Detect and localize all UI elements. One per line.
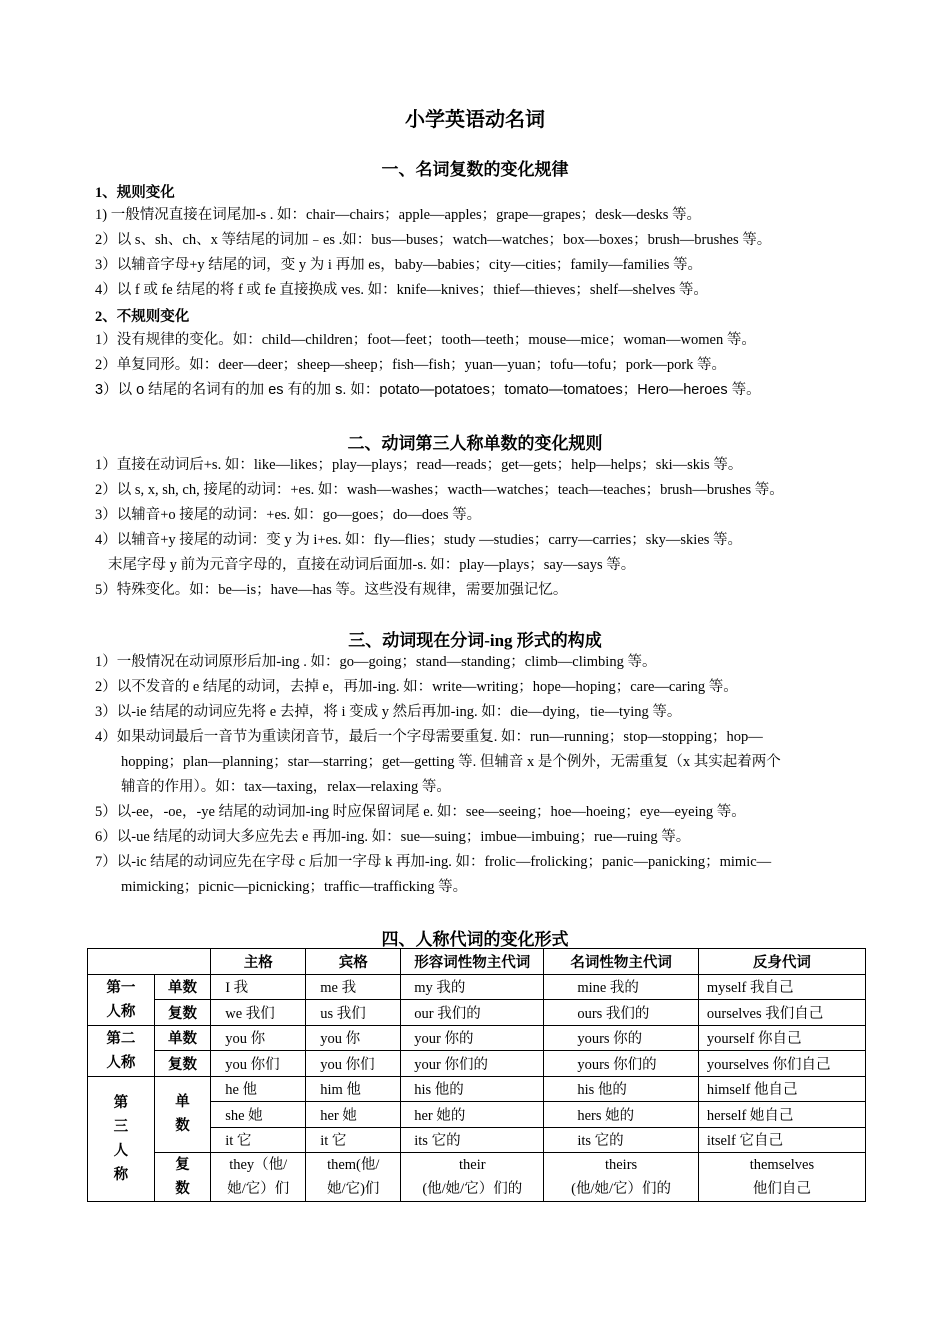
table-cell: yours 你们的 [544, 1051, 699, 1077]
table-cell: itself 它自己 [698, 1127, 865, 1153]
table-header-row [88, 949, 866, 975]
rule-line-continued: 辅音的作用）。如：tax—taxing，relax—relaxing 等。 [121, 779, 451, 795]
table-cell: her 她 [306, 1102, 401, 1128]
table-row [88, 1076, 866, 1102]
table-cell: your 你的 [401, 1025, 544, 1051]
table-cell: himself 他自己 [698, 1076, 865, 1102]
plural-label: 复数 [154, 1000, 210, 1026]
table-cell: mine 我的 [544, 974, 699, 1000]
second-person-label: 第二人称 [88, 1025, 155, 1076]
rule-line: 1）直接在动词后+s. 如：like—likes；play—plays；read—reads；get—gets；help—helps；ski—skis 等。 [95, 457, 743, 473]
header-noun-possessive: 名词性物主代词 [544, 949, 699, 975]
section-4-heading: 四、人称代词的变化形式 [381, 930, 569, 949]
table-cell: their (他/她/它）们的 [401, 1153, 544, 1202]
rule-line: 1) 一般情况直接在词尾加-s . 如：chair—chairs；apple—apples；grape—grapes；desk—desks 等。 [95, 207, 702, 223]
rule-line: 2）以 s、sh、ch、x 等结尾的词加﹣es .如：bus—buses；watch—watches；box—boxes；brush—brushes 等。 [95, 232, 772, 248]
table-row [88, 974, 866, 1000]
header-nominative: 主格 [211, 949, 306, 975]
rule-line: 1）一般情况在动词原形后加-ing . 如：go—going；stand—standing；climb—climbing 等。 [95, 654, 657, 670]
table-cell: your 你们的 [401, 1051, 544, 1077]
rule-line: 3）以 o 结尾的名词有的加 es 有的加 s. 如：potato—potatoes；tomato—tomatoes；Hero—heroes 等。 [95, 382, 761, 398]
table-row [88, 1153, 866, 1202]
table-row [88, 1025, 866, 1051]
section-2-heading: 二、动词第三人称单数的变化规则 [347, 434, 603, 453]
pronoun-table [87, 948, 866, 1202]
rule-line: 2）以不发音的 e 结尾的动词，去掉 e，再加-ing. 如：write—writing；hope—hoping；care—caring 等。 [95, 679, 738, 695]
rule-line: 3）以-ie 结尾的动词应先将 e 去掉，将 i 变成 y 然后再加-ing. 如：die—dying，tie—tying 等。 [95, 704, 682, 720]
singular-label: 单 数 [154, 1076, 210, 1153]
table-cell: him 他 [306, 1076, 401, 1102]
rule-line: 3）以辅音+o 接尾的动词：+es. 如：go—goes；do—does 等。 [95, 507, 482, 523]
first-person-label: 第一人称 [88, 974, 155, 1025]
plural-label: 复 数 [154, 1153, 210, 1202]
table-cell: yourselves 你们自己 [698, 1051, 865, 1077]
rule-line: 2）单复同形。如：deer—deer；sheep—sheep；fish—fish；yuan—yuan；tofu—tofu；pork—pork 等。 [95, 357, 727, 373]
table-row [88, 1051, 866, 1077]
table-cell: it 它 [306, 1127, 401, 1153]
rule-line: 末尾字母 y 前为元音字母的，直接在动词后面加-s. 如：play—plays；say—says 等。 [108, 557, 636, 573]
rule-line: 2）以 s, x, sh, ch, 接尾的动词：+es. 如：wash—washes；wacth—watches；teach—teaches；brush—brushes 等。 [95, 482, 784, 498]
table-cell: you 你们 [306, 1051, 401, 1077]
rule-line: 4）如果动词最后一音节为重读闭音节，最后一个字母需要重复. 如：run—running；stop—stopping；hop— [95, 729, 763, 745]
table-cell: they（他/ 她/它）们 [211, 1153, 306, 1202]
table-cell: hers 她的 [544, 1102, 699, 1128]
table-cell: myself 我自己 [698, 974, 865, 1000]
table-cell: us 我们 [306, 1000, 401, 1026]
table-cell: we 我们 [211, 1000, 306, 1026]
table-cell: herself 她自己 [698, 1102, 865, 1128]
table-cell: you 你 [306, 1025, 401, 1051]
page-title: 小学英语动名词 [405, 109, 545, 131]
table-cell: ourselves 我们自己 [698, 1000, 865, 1026]
table-cell: them(他/ 她/它)们 [306, 1153, 401, 1202]
table-cell: she 她 [211, 1102, 306, 1128]
rule-line: 7）以-ic 结尾的动词应先在字母 c 后加一字母 k 再加-ing. 如：frolic—frolicking；panic—panicking；mimic— [95, 854, 772, 870]
regular-change-title: 1、规则变化 [95, 185, 175, 201]
table-cell: ours 我们的 [544, 1000, 699, 1026]
table-cell: I 我 [211, 974, 306, 1000]
table-cell: its 它的 [544, 1127, 699, 1153]
rule-line: 4）以 f 或 fe 结尾的将 f 或 fe 直接换成 ves. 如：knife—knives；thief—thieves；shelf—shelves 等。 [95, 282, 708, 298]
table-cell: its 它的 [401, 1127, 544, 1153]
rule-line: 1）没有规律的变化。如：child—children；foot—feet；tooth—teeth；mouse—mice；woman—women 等。 [95, 332, 756, 348]
rule-line-continued: hopping；plan—planning；star—starring；get—getting 等. 但辅音 x 是个例外，无需重复（x 其实起着两个 [121, 754, 781, 770]
third-person-label: 第 三 人 称 [88, 1076, 155, 1202]
table-row [88, 1000, 866, 1026]
table-cell: me 我 [306, 974, 401, 1000]
rule-line: 5）特殊变化。如：be—is；have—has 等。这些没有规律，需要加强记忆。 [95, 582, 568, 598]
table-cell: her 她的 [401, 1102, 544, 1128]
plural-label: 复数 [154, 1051, 210, 1077]
rule-line: 4）以辅音+y 接尾的动词：变 y 为 i+es. 如：fly—flies；study —studies；carry—carries；sky—skies 等。 [95, 532, 743, 548]
table-cell: you 你 [211, 1025, 306, 1051]
rule-line: 6）以-ue 结尾的动词大多应先去 e 再加-ing. 如：sue—suing；imbue—imbuing；rue—ruing 等。 [95, 829, 691, 845]
table-cell: my 我的 [401, 974, 544, 1000]
rule-line: 3）以辅音字母+y 结尾的词，变 y 为 i 再加 es，baby—babies；city—cities；family—families 等。 [95, 257, 703, 273]
header-reflexive: 反身代词 [698, 949, 865, 975]
irregular-change-title: 2、不规则变化 [95, 309, 190, 325]
header-objective: 宾格 [306, 949, 401, 975]
section-3-heading: 三、动词现在分词-ing 形式的构成 [348, 631, 602, 650]
table-cell: yours 你的 [544, 1025, 699, 1051]
rule-line-continued: mimicking；picnic—picnicking；traffic—trafficking 等。 [121, 879, 468, 895]
rule-line: 5）以-ee，-oe，-ye 结尾的动词加-ing 时应保留词尾 e. 如：see—seeing；hoe—hoeing；eye—eyeing 等。 [95, 804, 746, 820]
table-cell: theirs (他/她/它）们的 [544, 1153, 699, 1202]
section-1-heading: 一、名词复数的变化规律 [381, 160, 569, 179]
table-cell: he 他 [211, 1076, 306, 1102]
table-cell: our 我们的 [401, 1000, 544, 1026]
table-cell: his 他的 [401, 1076, 544, 1102]
header-adjective-possessive: 形容词性物主代词 [401, 949, 544, 975]
table-cell: it 它 [211, 1127, 306, 1153]
table-cell: yourself 你自己 [698, 1025, 865, 1051]
singular-label: 单数 [154, 974, 210, 1000]
singular-label: 单数 [154, 1025, 210, 1051]
table-corner-cell [88, 949, 211, 975]
table-cell: you 你们 [211, 1051, 306, 1077]
table-cell: his 他的 [544, 1076, 699, 1102]
table-cell: themselves 他们自己 [698, 1153, 865, 1202]
